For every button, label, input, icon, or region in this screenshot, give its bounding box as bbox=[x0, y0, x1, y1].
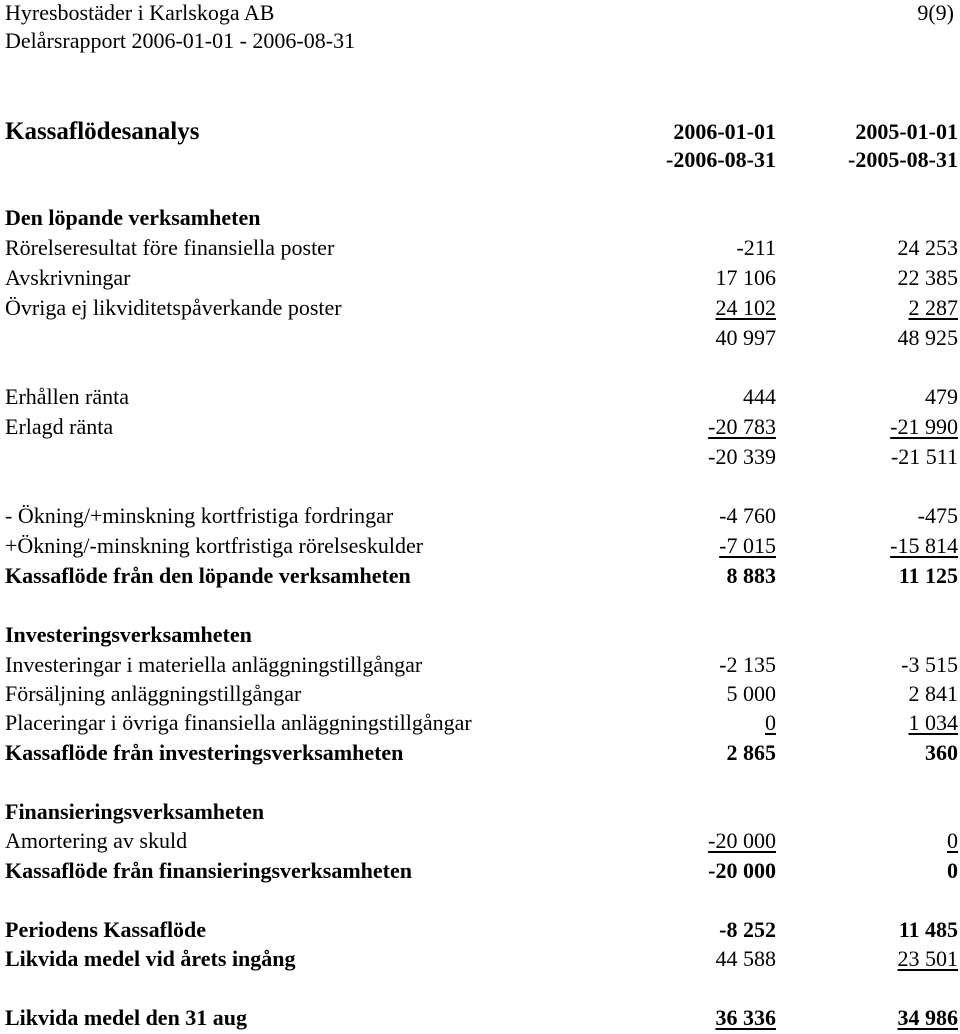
value-2005: -21 511 bbox=[890, 444, 958, 469]
value-2006: 8 883 bbox=[726, 563, 776, 588]
page-number: 9(9) bbox=[917, 0, 954, 25]
value-2006: 44 588 bbox=[715, 946, 776, 971]
column-header-2005-start: 2005-01-01 bbox=[855, 119, 958, 144]
value-2005: 360 bbox=[925, 740, 958, 765]
value-2006: -211 bbox=[736, 235, 776, 260]
column-header-2005-end: -2005-08-31 bbox=[848, 147, 958, 172]
value-2005: 1 034 bbox=[908, 710, 958, 735]
table-row bbox=[0, 382, 960, 412]
total-row-investing bbox=[0, 738, 960, 768]
value-2006: 2 865 bbox=[726, 740, 776, 765]
value-2006: 24 102 bbox=[715, 295, 776, 320]
value-2005: 22 385 bbox=[897, 265, 958, 290]
closing-cash-row bbox=[0, 1003, 960, 1033]
row-label: Amortering av skuld bbox=[5, 828, 188, 853]
row-label: Avskrivningar bbox=[5, 265, 131, 290]
total-row-financing bbox=[0, 856, 960, 886]
column-header-2006-end: -2006-08-31 bbox=[666, 147, 776, 172]
table-row bbox=[0, 233, 960, 263]
row-label: Investeringsverksamheten bbox=[5, 622, 252, 647]
value-2005: 11 125 bbox=[898, 563, 958, 588]
value-2005: -3 515 bbox=[901, 652, 958, 677]
value-2006: -4 760 bbox=[719, 503, 776, 528]
page-title: Kassaflödesanalys bbox=[5, 118, 200, 145]
row-label: Försäljning anläggningstillgångar bbox=[5, 681, 302, 706]
row-label: Rörelseresultat före finansiella poster bbox=[5, 235, 335, 260]
row-label: Den löpande verksamheten bbox=[5, 205, 261, 230]
value-2006: -20 000 bbox=[708, 828, 776, 853]
value-2006: 0 bbox=[765, 710, 776, 735]
value-2005: -15 814 bbox=[890, 533, 958, 558]
subtotal-row bbox=[0, 442, 960, 472]
row-label: Finansieringsverksamheten bbox=[5, 799, 265, 824]
table-row bbox=[0, 293, 960, 323]
value-2005: -475 bbox=[917, 503, 958, 528]
column-header-2006-start: 2006-01-01 bbox=[673, 119, 776, 144]
value-2005: 2 287 bbox=[908, 295, 958, 320]
value-2005: 23 501 bbox=[897, 946, 958, 971]
report-period: Delårsrapport 2006-01-01 - 2006-08-31 bbox=[5, 28, 356, 53]
company-name: Hyresbostäder i Karlskoga AB bbox=[5, 0, 275, 25]
row-label: Likvida medel den 31 aug bbox=[5, 1005, 248, 1030]
value-2006: -20 339 bbox=[708, 444, 776, 469]
value-2006: 444 bbox=[743, 384, 776, 409]
value-2006: 5 000 bbox=[726, 681, 776, 706]
value-2006: -2 135 bbox=[719, 652, 776, 677]
row-label: - Ökning/+minskning kortfristiga fordringar bbox=[5, 503, 394, 528]
value-2005: 2 841 bbox=[908, 681, 958, 706]
value-2005: 48 925 bbox=[897, 325, 958, 350]
table-row bbox=[0, 708, 960, 738]
value-2005: 34 986 bbox=[897, 1005, 958, 1030]
value-2006: -7 015 bbox=[719, 533, 776, 558]
table-row bbox=[0, 501, 960, 531]
section-heading-investing bbox=[0, 620, 960, 650]
row-label: Erlagd ränta bbox=[5, 414, 114, 439]
row-label: Likvida medel vid årets ingång bbox=[5, 946, 296, 971]
value-2005: 24 253 bbox=[897, 235, 958, 260]
value-2006: 17 106 bbox=[715, 265, 776, 290]
table-row bbox=[0, 263, 960, 293]
opening-cash-row bbox=[0, 944, 960, 974]
row-label: Övriga ej likviditetspåverkande poster bbox=[5, 295, 342, 320]
value-2005: 0 bbox=[947, 828, 958, 853]
table-row bbox=[0, 650, 960, 680]
value-2006: 36 336 bbox=[715, 1005, 776, 1030]
table-row bbox=[0, 531, 960, 561]
table-row bbox=[0, 826, 960, 856]
section-heading-operating bbox=[0, 203, 960, 233]
table-row bbox=[0, 412, 960, 442]
row-label: Kassaflöde från den löpande verksamheten bbox=[5, 563, 411, 588]
value-2006: -20 783 bbox=[708, 414, 776, 439]
row-label: Periodens Kassaflöde bbox=[5, 917, 207, 942]
value-2006: -8 252 bbox=[719, 917, 776, 942]
value-2005: 479 bbox=[925, 384, 958, 409]
value-2006: 40 997 bbox=[715, 325, 776, 350]
row-label: Kassaflöde från investeringsverksamheten bbox=[5, 740, 404, 765]
row-label: Erhållen ränta bbox=[5, 384, 129, 409]
row-label: Placeringar i övriga finansiella anläggningstillgångar bbox=[5, 710, 472, 735]
total-row-operating bbox=[0, 561, 960, 591]
value-2005: 0 bbox=[947, 858, 958, 883]
value-2006: -20 000 bbox=[708, 858, 776, 883]
subtotal-row bbox=[0, 323, 960, 353]
period-cashflow-row bbox=[0, 915, 960, 945]
value-2005: 11 485 bbox=[898, 917, 958, 942]
table-row bbox=[0, 679, 960, 709]
row-label: Kassaflöde från finansieringsverksamheten bbox=[5, 858, 412, 883]
section-heading-financing bbox=[0, 797, 960, 827]
row-label: +Ökning/-minskning kortfristiga rörelseskulder bbox=[5, 533, 424, 558]
value-2005: -21 990 bbox=[890, 414, 958, 439]
row-label: Investeringar i materiella anläggningstillgångar bbox=[5, 652, 423, 677]
